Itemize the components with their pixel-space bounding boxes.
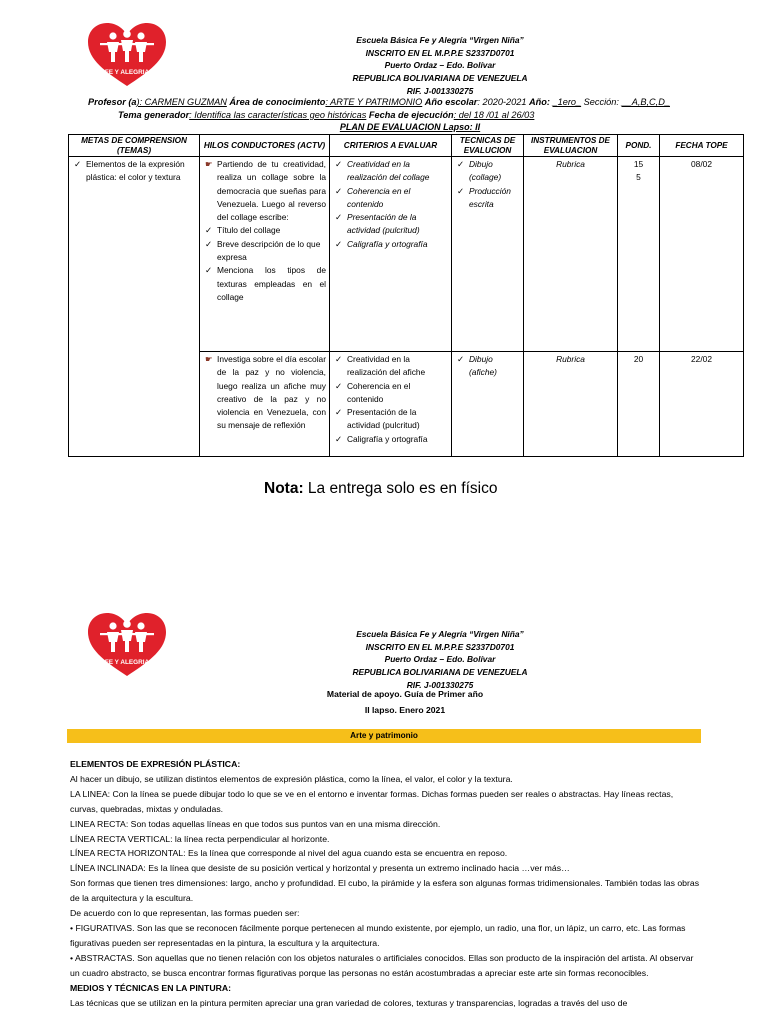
- paragraph: • ABSTRACTAS. Son aquellas que no tienen relación con los objetos naturales o artificiales conocidos. Ellas son producto de la inspiración del artista. Al observar un cuadro abstracto, se busca encontrar formas figurativas porque las personas no están acostumbradas a apreciar este arte sin formas reconocibles.: [70, 952, 694, 978]
- guide-body: [70, 757, 702, 1010]
- meta-cell: [69, 157, 200, 457]
- teacher-info-line: Profesor (a): CARMEN GUZMAN Área de conocimiento: ARTE Y PATRIMONIO Año escolar: 2020-2021 Año: _1ero_ Sección: __A,B,C,D_: [88, 97, 670, 107]
- instrumento-cell: Rubrica: [524, 352, 618, 457]
- paragraph: LÍNEA RECTA VERTICAL: la línea recta perpendicular al horizonte.: [70, 833, 330, 844]
- criterio-item: ✓ Coherencia en el contenido: [333, 380, 448, 407]
- logo-text: FE Y ALEGRIA: [104, 659, 150, 666]
- header-instrumentos: INSTRUMENTOS DE EVALUACION: [524, 135, 618, 157]
- school-location: Puerto Ordaz – Edo. Bolívar: [384, 654, 496, 665]
- paragraph: LA LINEA: Con la línea se puede dibujar todo lo que se ve en el entorno e inventar formas. Dichas formas pueden ser reales o abstractas. Hay líneas rectas, curvas, quebradas, mixtas y onduladas.: [70, 788, 674, 814]
- school-country: REPUBLICA BOLIVARIANA DE VENEZUELA: [352, 667, 528, 678]
- school-country: REPUBLICA BOLIVARIANA DE VENEZUELA: [352, 73, 528, 84]
- paragraph: LÍNEA INCLINADA: Es la línea que desiste de su posición vertical y horizontal y presenta un extremo inclinado hacia …ver más…: [70, 863, 570, 874]
- pond-cell: 20: [618, 352, 660, 457]
- school-header: [260, 628, 620, 692]
- delivery-note: [264, 480, 497, 498]
- header-fecha: FECHA TOPE: [660, 135, 744, 157]
- tecnicas-cell: [452, 352, 524, 457]
- table-header-row: [69, 135, 744, 157]
- criterios-cell: [330, 352, 452, 457]
- hilos-cell: [200, 157, 330, 352]
- paragraph: LÍNEA RECTA HORIZONTAL: Es la línea que corresponde al nivel del agua cuando esta se encuentra en reposo.: [70, 848, 508, 859]
- criterio-item: ✓ Creatividad en la realización del collage: [333, 158, 448, 185]
- tecnicas-cell: [452, 157, 524, 352]
- header-hilos: HILOS CONDUCTORES (ACTV): [200, 135, 330, 157]
- evaluation-plan-table: [68, 134, 744, 457]
- pond-value: 5: [636, 172, 641, 183]
- subject-bar: Arte y patrimonio: [67, 729, 701, 743]
- note-label: Nota:: [264, 480, 304, 497]
- fe-y-alegria-logo: [86, 612, 168, 678]
- tecnica-item: ✓ Dibujo (afiche): [455, 353, 520, 380]
- material-line: Material de apoyo. Guía de Primer año: [326, 689, 484, 699]
- header-pond: POND.: [618, 135, 660, 157]
- hilos-cell: [200, 352, 330, 457]
- tecnica-item: ✓ Dibujo (collage): [455, 158, 520, 185]
- criterio-item: ✓ Caligrafía y ortografía: [333, 433, 448, 446]
- school-name: Escuela Básica Fe y Alegría “Virgen Niña”: [356, 629, 524, 639]
- hilo-item: ✓ Menciona los tipos de texturas empleadas en el collage: [203, 264, 326, 304]
- paragraph: Al hacer un dibujo, se utilizan distintos elementos de expresión plástica, como la línea, el valor, el color y la textura.: [70, 773, 513, 784]
- paragraph: LINEA RECTA: Son todas aquellas líneas en que todos sus puntos van en una misma dirección.: [70, 818, 441, 829]
- header-criterios: CRITERIOS A EVALUAR: [330, 135, 452, 157]
- section-heading: MEDIOS Y TÉCNICAS EN LA PINTURA:: [70, 982, 232, 993]
- school-registry: INSCRITO EN EL M.P.P.E S2337D0701: [365, 47, 515, 58]
- paragraph: • FIGURATIVAS. Son las que se reconocen fácilmente porque pertenecen al mundo existente, por ejemplo, un radio, una flor, un lápiz, un carro, etc. Las formas figurativas pueden ser representadas en la pintura, la escultura y la arquitectura.: [70, 922, 686, 948]
- school-name: Escuela Básica Fe y Alegría “Virgen Niña”: [356, 35, 524, 45]
- school-rif: RIF. J-001330275: [406, 85, 474, 96]
- hilo-item: ☛ Partiendo de tu creatividad, realiza un collage sobre la democracia que sueñas para Venezuela. Luego al reverso del collage escribe:: [203, 158, 326, 224]
- note-text: La entrega solo es en físico: [303, 480, 498, 497]
- header-tecnicas: TECNICAS DE EVALUCION: [452, 135, 524, 157]
- instrumento-cell: Rubrica: [524, 157, 618, 352]
- criterio-item: ✓ Creatividad en la realización del afiche: [333, 353, 448, 380]
- school-registry: INSCRITO EN EL M.P.P.E S2337D0701: [365, 641, 515, 652]
- header-metas: METAS DE COMPRENSION (TEMAS): [69, 135, 200, 157]
- school-location: Puerto Ordaz – Edo. Bolívar: [384, 60, 496, 71]
- hilo-item: ✓ Título del collage: [203, 224, 326, 237]
- table-row: [69, 157, 744, 352]
- criterio-item: ✓ Presentación de la actividad (pulcritud): [333, 211, 448, 238]
- tecnica-item: ✓ Producción escrita: [455, 185, 520, 212]
- paragraph: De acuerdo con lo que representan, las formas pueden ser:: [70, 908, 300, 919]
- criterio-item: ✓ Presentación de la actividad (pulcritud): [333, 406, 448, 433]
- paragraph: Son formas que tienen tres dimensiones: largo, ancho y profundidad. El cubo, la pirámide y la esfera son algunas formas tridimensionales. También todas las obras de la arquitectura y la escultura.: [70, 878, 700, 904]
- school-rif: RIF. J-001330275: [406, 679, 474, 690]
- criterios-cell: [330, 157, 452, 352]
- fecha-cell: 22/02: [660, 352, 744, 457]
- hilo-item: ☛ Investiga sobre el día escolar de la paz y no violencia, luego realiza un afiche muy creativo de la paz y no violencia en Venezuela, con su mensaje de reflexión: [203, 353, 326, 433]
- fecha-cell: 08/02: [660, 157, 744, 352]
- fe-y-alegria-logo: [86, 22, 168, 88]
- paragraph: Las técnicas que se utilizan en la pintura permiten apreciar una gran variedad de colores, texturas y transparencias, logradas a través del uso de: [70, 997, 628, 1008]
- plan-title: PLAN DE EVALUACION Lapso: II: [339, 122, 481, 132]
- material-line: II lapso. Enero 2021: [364, 705, 446, 715]
- theme-info-line: Tema generador: Identifica las características geo históricas Fecha de ejecución: del 18 /01 al 26/03: [118, 110, 535, 120]
- meta-item: ✓ Elementos de la expresión plástica: el color y textura: [72, 158, 196, 185]
- support-material-title: [270, 686, 540, 718]
- section-heading: ELEMENTOS DE EXPRESIÓN PLÁSTICA:: [70, 759, 241, 769]
- hilo-item: ✓ Breve descripción de lo que expresa: [203, 238, 326, 265]
- pond-cell: [618, 157, 660, 352]
- logo-text: FE Y ALEGRIA: [104, 69, 150, 76]
- school-header: [260, 34, 620, 98]
- criterio-item: ✓ Caligrafía y ortografía: [333, 238, 448, 251]
- criterio-item: ✓ Coherencia en el contenido: [333, 185, 448, 212]
- pond-value: 15: [633, 159, 644, 169]
